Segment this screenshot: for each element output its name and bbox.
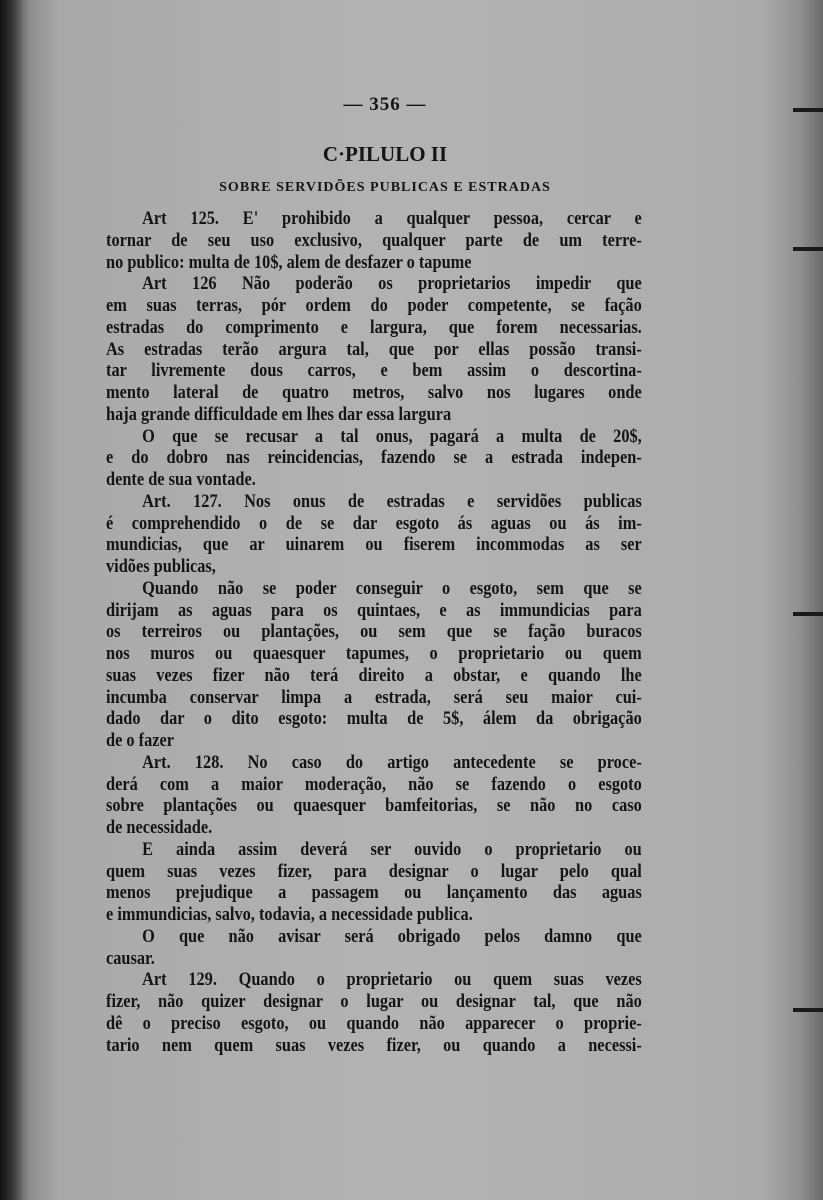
text-line: haja grande difficuldade em lhes dar essa largura xyxy=(106,403,452,425)
paragraph xyxy=(106,426,642,491)
text-line: sobre plantações ou quaesquer bamfeitorias, se não no caso xyxy=(106,795,642,817)
paragraph xyxy=(106,926,642,970)
text-line: Art. 127. Nos onus de estradas e servidões publicas xyxy=(142,490,642,512)
paragraph xyxy=(106,969,642,1056)
text-line: e do dobro nas reincidencias, fazendo se a estrada indepen- xyxy=(106,447,642,469)
text-line: fizer, não quizer designar o lugar ou designar tal, que não xyxy=(106,991,642,1012)
text-line: os terreiros ou plantações, ou sem que se fação buracos xyxy=(106,621,642,643)
text-line: tornar de seu uso exclusivo, qualquer parte de um terre- xyxy=(106,229,642,251)
page-number: — 356 — xyxy=(343,94,427,115)
page-binding-edge xyxy=(0,0,22,1200)
paragraph xyxy=(106,208,642,273)
text-line: de o fazer xyxy=(106,730,175,751)
text-line: Art 126 Não poderão os proprietarios impedir que xyxy=(142,273,642,295)
text-line: e immundicias, salvo, todavia, a necessidade publica. xyxy=(106,904,473,925)
text-line: incumba conservar limpa a estrada, será seu maior cui- xyxy=(106,686,642,708)
paragraph xyxy=(106,752,642,839)
paragraph xyxy=(106,491,642,578)
edge-mark xyxy=(793,108,823,112)
paragraph xyxy=(106,273,642,425)
text-line: Art 129. Quando o proprietario ou quem suas vezes xyxy=(142,969,642,991)
text-line: derá com a maior moderação, não se fazendo o esgoto xyxy=(106,773,642,795)
section-subtitle: SOBRE SERVIDÕES PUBLICAS E ESTRADAS xyxy=(219,180,551,195)
text-line: dirijam as aguas para os quintaes, e as immundicias para xyxy=(106,599,642,621)
text-line: estradas do comprimento e largura, que forem necessarias. xyxy=(106,316,642,338)
text-line: mundicias, que ar uinarem ou fiserem incommodas as ser xyxy=(106,534,642,556)
text-line: As estradas terão argura tal, que por ellas possão transi- xyxy=(106,338,642,360)
text-line: dado dar o dito esgoto: multa de 5$, álem da obrigação xyxy=(106,708,642,730)
text-line: O que não avisar será obrigado pelos damno que xyxy=(142,925,642,947)
text-line: é comprehendido o de se dar esgoto ás aguas ou ás im- xyxy=(106,512,642,534)
text-line: de necessidade. xyxy=(106,817,213,838)
text-line: tar livremente dous carros, e bem assim o descortina- xyxy=(106,360,642,382)
text-line: dente de sua vontade. xyxy=(106,469,256,490)
text-line: E ainda assim deverá ser ouvido o proprietario ou xyxy=(142,838,642,860)
text-line: causar. xyxy=(106,947,155,969)
text-line: suas vezes fizer não terá direito a obstar, e quando lhe xyxy=(106,664,642,686)
edge-mark xyxy=(793,247,823,251)
text-line: nos muros ou quaesquer tapumes, o proprietario ou quem xyxy=(106,643,642,664)
text-line: menos prejudique a passagem ou lançamento das aguas xyxy=(106,882,642,904)
text-line: tario nem quem suas vezes fizer, ou quando a necessi- xyxy=(106,1034,642,1056)
text-line: em suas terras, pór ordem do poder competente, se fação xyxy=(106,295,642,316)
text-line: Quando não se poder conseguir o esgoto, sem que se xyxy=(142,577,642,599)
text-line: vidões publicas, xyxy=(106,556,216,577)
text-line: no publico: multa de 10$, alem de desfazer o tapume xyxy=(106,251,472,273)
document-body xyxy=(106,208,642,1056)
chapter-title: C·PILULO II xyxy=(322,142,448,166)
paragraph xyxy=(106,839,642,926)
edge-mark xyxy=(793,1008,823,1012)
text-line: Art 125. E' prohibido a qualquer pessoa, cercar e xyxy=(142,208,642,229)
text-line: mento lateral de quatro metros, salvo nos lugares onde xyxy=(106,382,642,403)
text-line: Art. 128. No caso do artigo antecedente se proce- xyxy=(142,751,642,773)
paragraph xyxy=(106,578,642,752)
text-line: O que se recusar a tal onus, pagará a multa de 20$, xyxy=(142,425,642,447)
text-line: dê o preciso esgoto, ou quando não apparecer o proprie- xyxy=(106,1012,642,1034)
edge-mark xyxy=(793,612,823,616)
text-line: quem suas vezes fizer, para designar o lugar pelo qual xyxy=(106,860,642,882)
